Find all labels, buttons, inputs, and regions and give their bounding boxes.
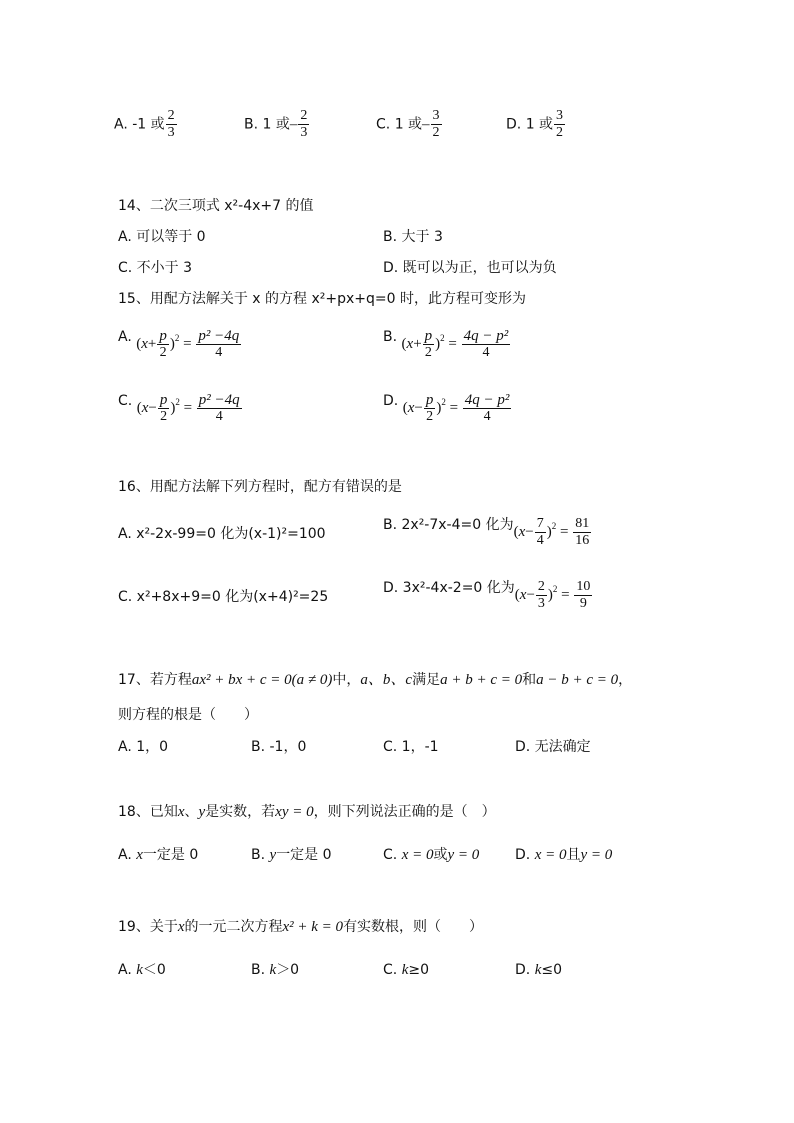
q15-option-a[interactable]: A. (x+ $\frac{p}{2}$ )$^2$ = $\frac{\text{p² −4q}}{4}$ — [118, 328, 242, 361]
equation: (x− $\frac{p}{2}$ )$^2$ = $\frac{\text{p² −4q}}{4}$ — [136, 392, 240, 424]
equation: (x+ $\frac{p}{2}$ )$^2$ = $\frac{\text{4q − p²}}{4}$ — [401, 328, 509, 360]
q19-option-d[interactable]: D. k≤0 — [515, 962, 562, 978]
q19-stem: 19、关于x的一元二次方程x² + k = 0有实数根，则（ ） — [118, 919, 484, 935]
q16-option-c[interactable]: C. x²+8x+9=0 化为(x+4)²=25 — [118, 589, 329, 605]
q15-stem: 15、用配方法解关于 x 的方程 x²+px+q=0 时，此方程可变形为 — [118, 291, 526, 307]
q13-option-c[interactable]: C. 1 或– $\frac{3}{2}$ — [376, 108, 440, 140]
equation: (x− $\frac{7}{4}$ )$^2$ = $\frac{81}{16}$ — [513, 516, 590, 548]
q15-option-d[interactable]: D. (x− $\frac{p}{2}$ )$^2$ = $\frac{\text{4q − p²}}{4}$ — [383, 392, 512, 425]
q17-option-a[interactable]: A. 1，0 — [118, 739, 169, 755]
q14-option-c[interactable]: C. 不小于 3 — [118, 260, 193, 276]
q19-option-b[interactable]: B. k＞0 — [251, 962, 300, 978]
q18-stem: 18、已知x、y是实数，若xy = 0，则下列说法正确的是（ ） — [118, 804, 496, 820]
equation: (x+ $\frac{p}{2}$ )$^2$ = $\frac{\text{p² −4q}}{4}$ — [136, 328, 240, 360]
q16-option-a[interactable]: A. x²-2x-99=0 化为(x-1)²=100 — [118, 526, 326, 542]
fraction: $\frac{2}{3}$ — [300, 108, 308, 140]
q19-option-c[interactable]: C. k≥0 — [383, 962, 429, 978]
q18-option-a[interactable]: A. x一定是 0 — [118, 847, 199, 863]
q17-stem-line2: 则方程的根是（ ） — [118, 707, 258, 723]
q16-option-d[interactable]: D. 3x²-4x-2=0 化为(x− $\frac{2}{3}$ )$^2$ = $\frac{10}{9}$ — [383, 579, 593, 612]
q16-option-b[interactable]: B. 2x²-7x-4=0 化为(x− $\frac{7}{4}$ )$^2$ = $\frac{81}{16}$ — [383, 516, 592, 549]
q15-option-b[interactable]: B. (x+ $\frac{p}{2}$ )$^2$ = $\frac{\text{4q − p²}}{4}$ — [383, 328, 511, 361]
q14-stem: 14、二次三项式 x²-4x+7 的值 — [118, 198, 314, 214]
equation: (x− $\frac{p}{2}$ )$^2$ = $\frac{\text{4q − p²}}{4}$ — [402, 392, 510, 424]
fraction: $\frac{3}{2}$ — [432, 108, 440, 140]
q14-option-b[interactable]: B. 大于 3 — [383, 229, 443, 245]
q13-option-d[interactable]: D. 1 或 $\frac{3}{2}$ — [506, 108, 564, 140]
q13-option-a[interactable]: A. -1 或 $\frac{2}{3}$ — [114, 108, 175, 140]
fraction: $\frac{2}{3}$ — [167, 108, 175, 140]
q19-option-a[interactable]: A. k＜0 — [118, 962, 166, 978]
q18-option-b[interactable]: B. y一定是 0 — [251, 847, 332, 863]
q15-option-c[interactable]: C. (x− $\frac{p}{2}$ )$^2$ = $\frac{\text{p² −4q}}{4}$ — [118, 392, 243, 425]
q17-option-c[interactable]: C. 1，-1 — [383, 739, 439, 755]
q16-stem: 16、用配方法解下列方程时，配方有错误的是 — [118, 479, 402, 495]
q18-option-d[interactable]: D. x = 0且y = 0 — [515, 847, 613, 863]
q13-option-b[interactable]: B. 1 或– $\frac{2}{3}$ — [244, 108, 308, 140]
q18-option-c[interactable]: C. x = 0或y = 0 — [383, 847, 480, 863]
q14-option-a[interactable]: A. 可以等于 0 — [118, 229, 206, 245]
fraction: $\frac{3}{2}$ — [556, 108, 564, 140]
q14-option-d[interactable]: D. 既可以为正，也可以为负 — [383, 260, 557, 276]
equation: (x− $\frac{2}{3}$ )$^2$ = $\frac{10}{9}$ — [514, 579, 591, 611]
q17-option-b[interactable]: B. -1，0 — [251, 739, 307, 755]
q17-stem: 17、若方程ax² + bx + c = 0(a ≠ 0)中，a、b、c满足a + b + c = 0和a − b + c = 0， — [118, 672, 633, 688]
q17-option-d[interactable]: D. 无法确定 — [515, 739, 591, 755]
